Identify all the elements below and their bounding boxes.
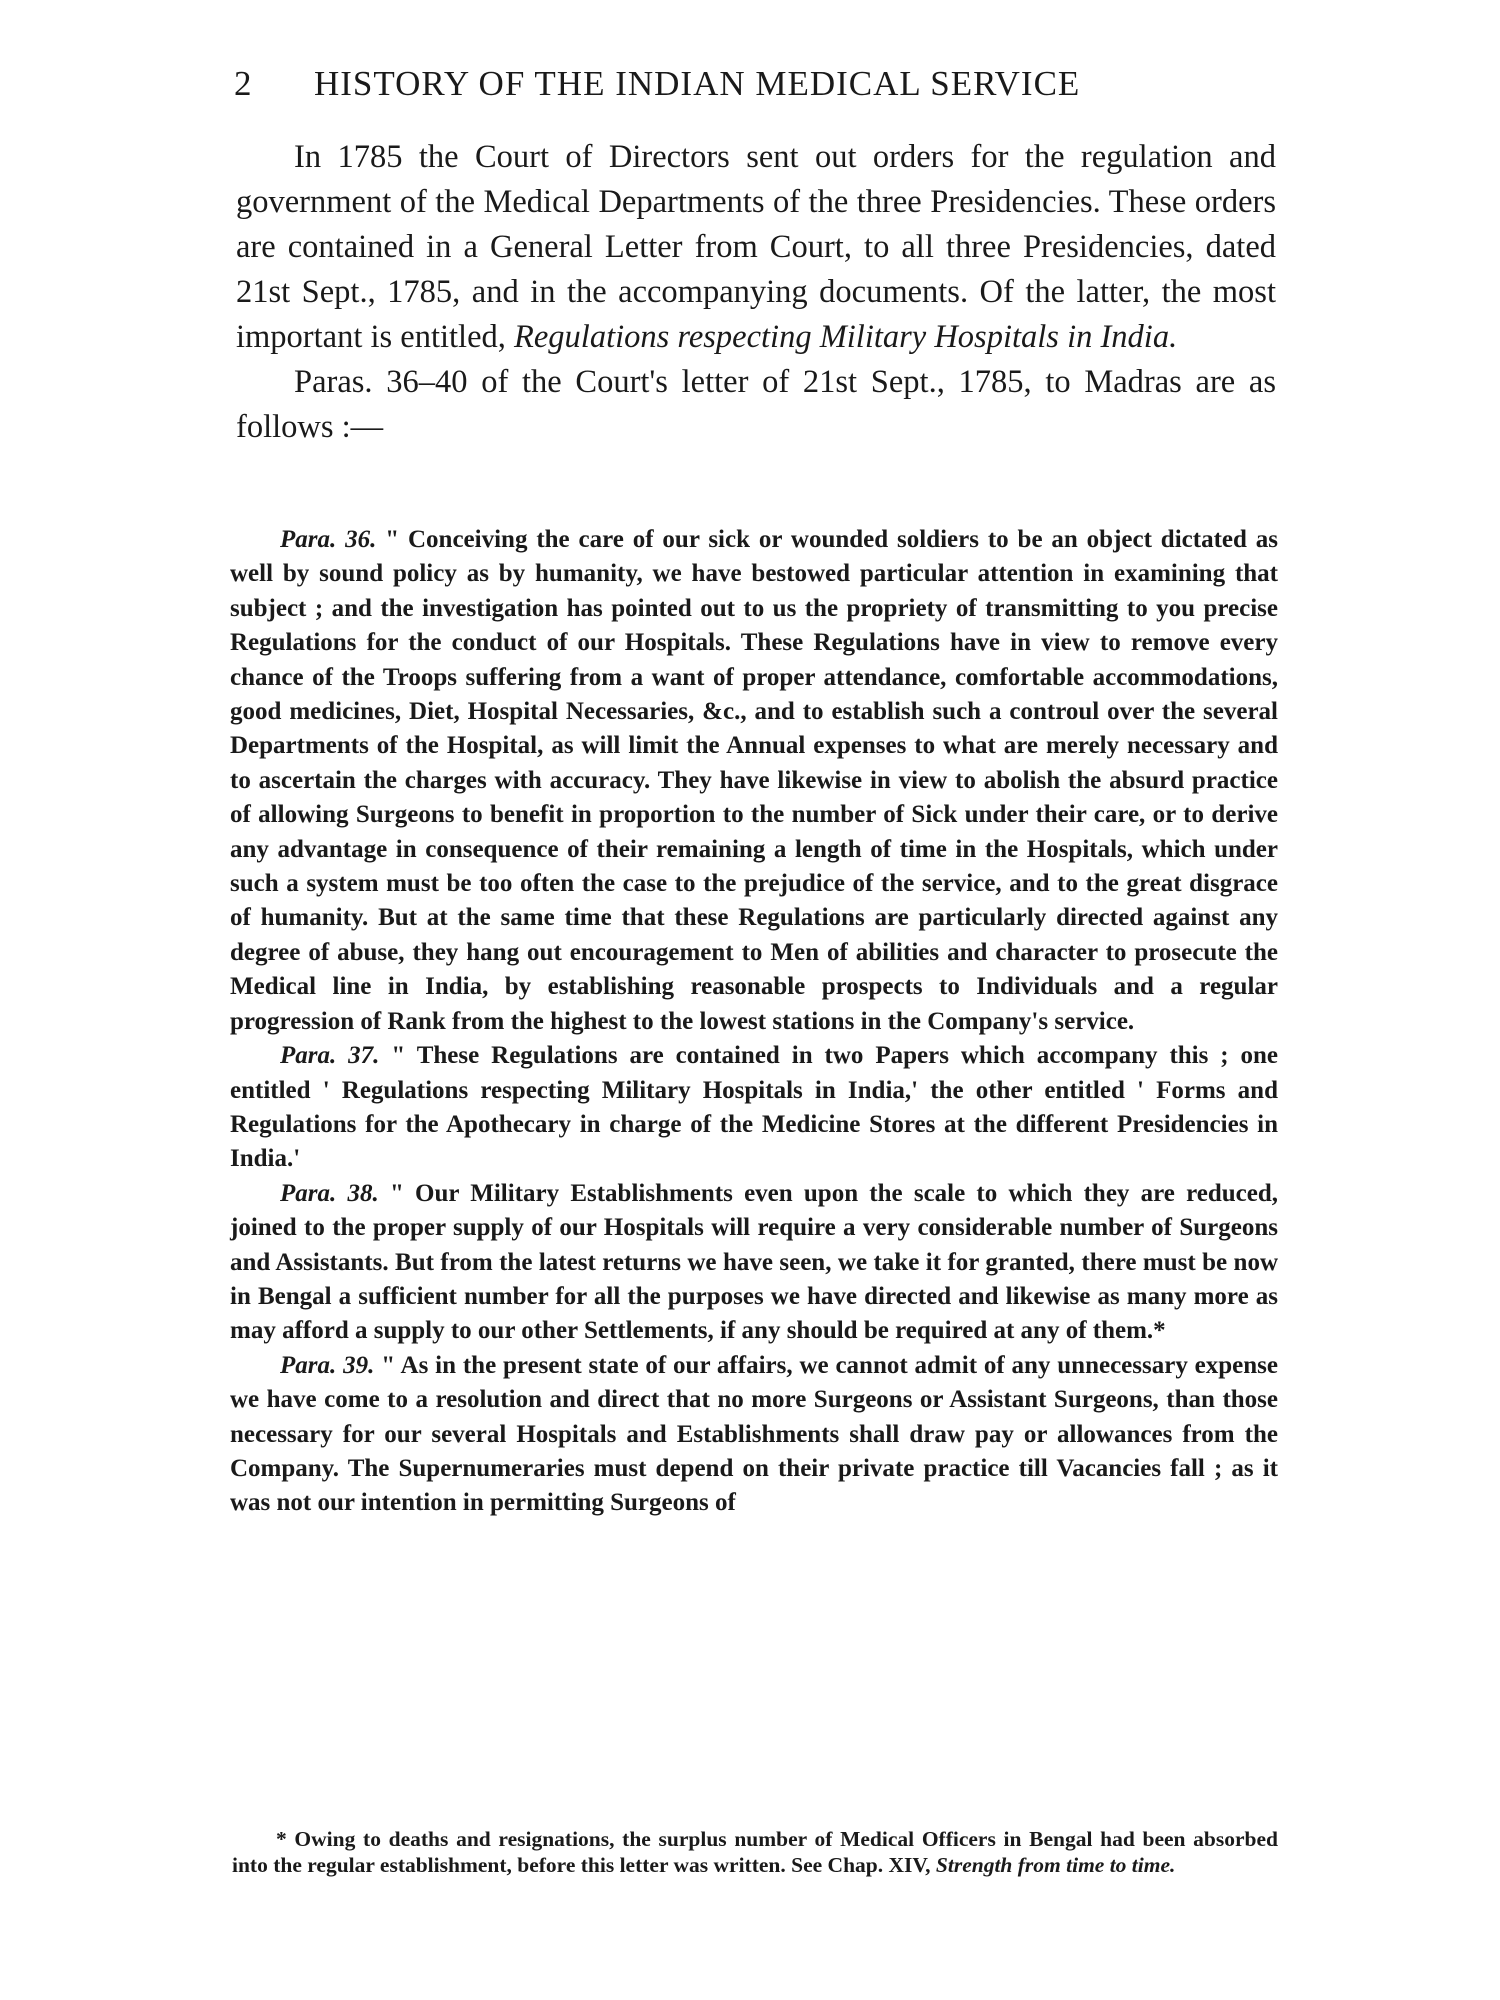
para-38-text: " Our Military Establishments even upon the scale to which they are reduced, joined to the proper supply of our Hospitals will require a very considerable number of Surgeons and Assistants. But from the latest returns we have seen, we take it for granted, there must be now in Bengal a sufficient number for all the purposes we have directed and likewise as many more as may afford a supply to our other Settlements, if any should be required at any of them.* bbox=[230, 1179, 1278, 1345]
running-title: HISTORY OF THE INDIAN MEDICAL SERVICE bbox=[314, 64, 1081, 103]
para-37 bbox=[230, 1039, 1278, 1177]
running-header bbox=[234, 64, 1234, 114]
para-39-label: Para. 39. bbox=[280, 1351, 375, 1379]
footnote-italic: Strength from time to time. bbox=[935, 1853, 1176, 1877]
intro-text bbox=[236, 135, 1276, 450]
intro-paragraph-2: Paras. 36–40 of the Court's letter of 21st Sept., 1785, to Madras are as follows :— bbox=[236, 364, 1276, 445]
footnote bbox=[232, 1826, 1278, 1878]
page-number: 2 bbox=[234, 64, 253, 103]
para-36-label: Para. 36. bbox=[280, 526, 377, 553]
quoted-letter bbox=[230, 523, 1278, 1521]
para-37-text: " These Regulations are contained in two Papers which accompany this ; one entitled ' Regulations respecting Military Hospitals in India,' the other entitled ' Forms and Regulations for the Apothecary in charge of the Medicine Stores at the different Presidencies in India.' bbox=[230, 1042, 1279, 1173]
regulations-title: Regulations respecting Military Hospitals in India. bbox=[514, 319, 1178, 355]
para-39 bbox=[230, 1349, 1278, 1521]
footnote-text: * Owing to deaths and resignations, the surplus number of Medical Officers in Bengal had been absorbed into the regular establishment, before this letter was written. See Chap. XIV, bbox=[232, 1827, 1278, 1877]
para-39-text: " As in the present state of our affairs, we cannot admit of any unnecessary expense we have come to a resolution and direct that no more Surgeons or Assistant Surgeons, than those necessary for our several Hospitals and Establishments shall draw pay or allowances from the Company. The Supernumeraries must depend on their private practice till Vacancies fall ; as it was not our intention in permitting Surgeons of bbox=[230, 1351, 1278, 1517]
para-38 bbox=[230, 1177, 1278, 1349]
intro-paragraph-1: In 1785 the Court of Directors sent out orders for the regulation and government of the Medical Departments of the three Presidencies. These orders are contained in a General Letter from Court, to all three Presidencies, dated 21st Sept., 1785, and in the accompanying documents. Of the latter, the most important is entitled, Regulations respecting Military Hospitals in India. bbox=[236, 139, 1276, 355]
para-37-label: Para. 37. bbox=[280, 1042, 380, 1070]
para-38-label: Para. 38. bbox=[280, 1179, 379, 1207]
para-36 bbox=[230, 523, 1278, 1039]
para-36-text: " Conceiving the care of our sick or wounded soldiers to be an object dictated as well by sound policy as by humanity, we have bestowed particular attention in examining that subject ; and the investigation has pointed out to us the propriety of transmitting to you precise Regulations for the conduct of our Hospitals. These Regulations have in view to remove every chance of the Troops suffering from a want of proper attendance, comfortable accommodations, good medicines, Diet, Hospital Necessaries, &c., and to establish such a controul over the several Departments of the Hospital, as will limit the Annual expenses to what are merely necessary and to ascertain the charges with accuracy. They have likewise in view to abolish the absurd practice of allowing Surgeons to benefit in proportion to the number of Sick under their care, or to derive any advantage in consequence of their remaining a length of time in the Hospitals, which under such a system must be too often the case to the prejudice of the service, and to the great disgrace of humanity. But at the same time that these Regulations are particularly directed against any degree of abuse, they hang out encouragement to Men of abilities and character to prosecute the Medical line in India, by establishing reasonable prospects to Individuals and a regular progression of Rank from the highest to the lowest stations in the Company's service. bbox=[230, 526, 1278, 1035]
